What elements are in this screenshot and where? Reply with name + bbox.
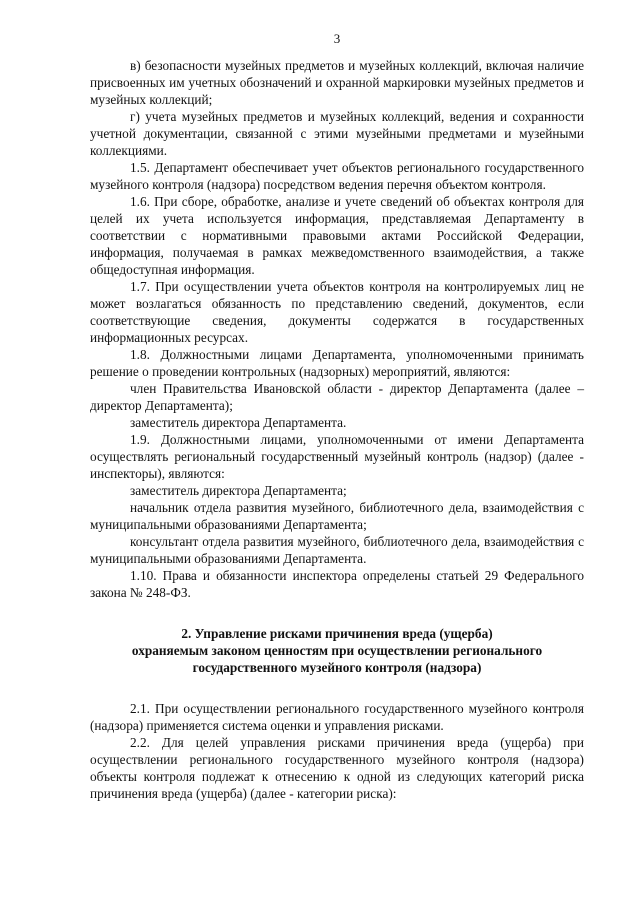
paragraph-1-8: 1.8. Должностными лицами Департамента, уполномоченными принимать решение о проведении контрольных (надзорных) мероприятий, являются:: [90, 347, 584, 379]
paragraph-inspector-deputy: заместитель директора Департамента;: [130, 483, 347, 498]
page-number: 3: [333, 31, 341, 46]
section-title-line: 2. Управление рисками причинения вреда (ущерба): [181, 626, 493, 641]
paragraph-item-v: в) безопасности музейных предметов и музейных коллекций, включая наличие присвоенных им учетных обозначений и охранной маркировки музейных предметов и музейных коллекций;: [90, 58, 584, 107]
paragraph-1-5: 1.5. Департамент обеспечивает учет объектов регионального государственного музейного контроля (надзора) посредством ведения перечня объектом контроля.: [90, 160, 584, 192]
paragraph-deputy-director: заместитель директора Департамента.: [130, 415, 347, 430]
paragraph-official-member: член Правительства Ивановской области - директор Департамента (далее – директор Департамента);: [90, 381, 584, 413]
section-title-line: охраняемым законом ценностям при осуществлении регионального: [131, 643, 543, 658]
paragraph-inspector-head: начальник отдела развития музейного, библиотечного дела, взаимодействия с муниципальными образованиями Департамента;: [90, 500, 584, 532]
paragraph-inspector-consultant: консультант отдела развития музейного, библиотечного дела, взаимодействия с муниципальными образованиями Департамента.: [90, 534, 584, 566]
body-text-bottom: [90, 700, 584, 802]
paragraph-1-10: 1.10. Права и обязанности инспектора определены статьей 29 Федерального закона № 248-ФЗ.: [90, 568, 584, 600]
paragraph-2-1: 2.1. При осуществлении регионального государственного музейного контроля (надзора) применяется система оценки и управления рисками.: [90, 701, 584, 733]
paragraph-item-g: г) учета музейных предметов и музейных коллекций, ведения и сохранности учетной документации, связанной с этими музейными предметами и музейными коллекциями.: [90, 109, 584, 158]
paragraph-1-7: 1.7. При осуществлении учета объектов контроля на контролируемых лиц не может возлагаться обязанность по представлению сведений, документов, если соответствующие сведения, документы содержатся в государственных информационных ресурсах.: [90, 279, 584, 345]
paragraph-1-9: 1.9. Должностными лицами, уполномоченными от имени Департамента осуществлять региональный государственный музейный контроль (надзор) (далее - инспекторы), являются:: [90, 432, 584, 481]
section-title-line: государственного музейного контроля (надзора): [192, 660, 482, 675]
paragraph-1-6: 1.6. При сборе, обработке, анализе и учете сведений об объектах контроля для целей их учета используется информация, представляемая Департаменту в соответствии с нормативными правовыми актами Российской Федерации, информация, получаемая в рамках межведомственного взаимодействия, а также общедоступная информация.: [90, 194, 584, 277]
body-text-top: [90, 57, 584, 601]
section-title: [90, 625, 584, 676]
paragraph-2-2: 2.2. Для целей управления рисками причинения вреда (ущерба) при осуществлении регионального государственного музейного контроля (надзора) объекты контроля подлежат к отнесению к одной из следующих категорий риска причинения вреда (ущерба) (далее - категории риска):: [90, 735, 584, 801]
